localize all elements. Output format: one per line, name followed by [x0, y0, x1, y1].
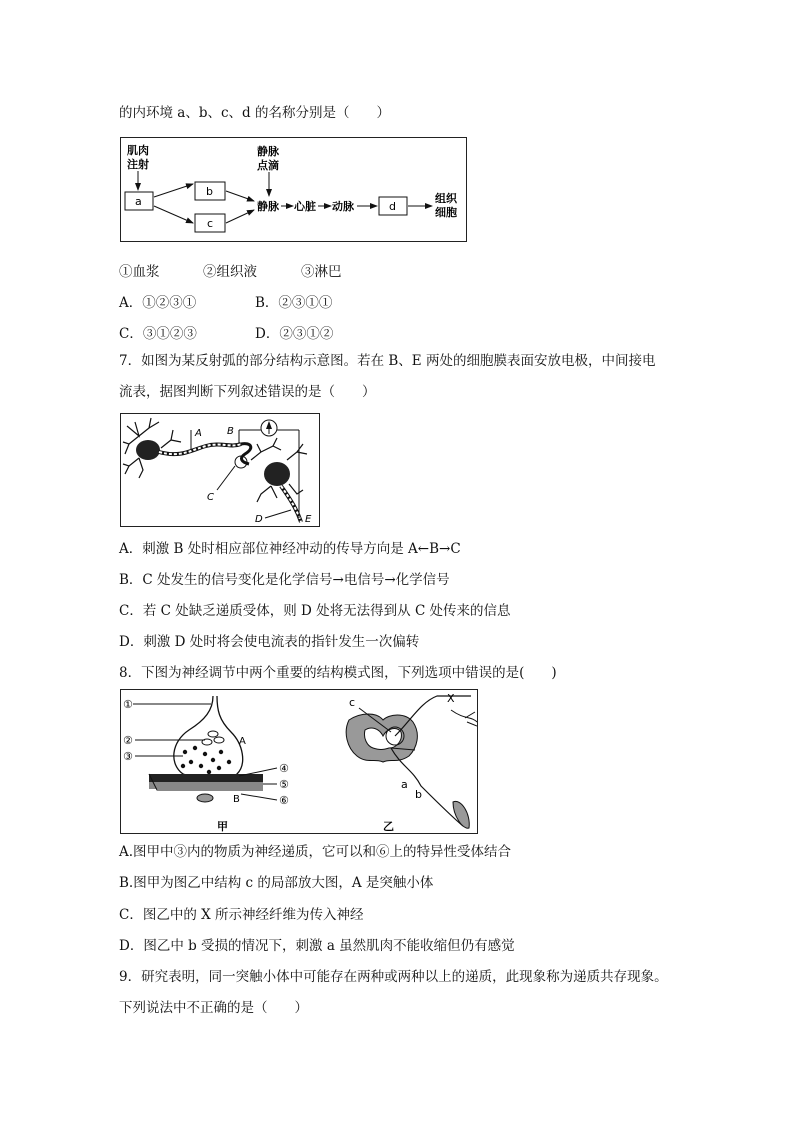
heart-label: 心脏 [294, 200, 316, 213]
label-a: a [401, 778, 408, 791]
vein-label: 静脉 [257, 200, 279, 213]
q7-option-c: C．若 C 处缺乏递质受体，则 D 处将无法得到从 C 处传来的信息 [119, 603, 511, 619]
marker-1: ① [123, 698, 133, 711]
q6-option-a: A．①②③① [119, 295, 197, 311]
q8-option-a: A.图甲中③内的物质为神经递质，它可以和⑥上的特异性受体结合 [119, 844, 512, 860]
q8-option-d: D．图乙中 b 受损的情况下，刺激 a 虽然肌肉不能收缩但仍有感觉 [119, 938, 515, 954]
marker-2: ② [123, 734, 133, 747]
q6-option-c: C．③①②③ [119, 326, 197, 342]
postsynaptic-membrane [149, 774, 263, 782]
marker-6: ⑥ [279, 794, 289, 807]
label-D: D [255, 514, 263, 525]
label-X: X [447, 692, 455, 705]
box-d-label: d [389, 200, 396, 213]
q7-reflex-arc-figure [120, 413, 320, 527]
tissue-cells-label-2: 细胞 [435, 206, 457, 219]
marker-5: ⑤ [279, 778, 289, 791]
q8-synapse-svg [121, 690, 477, 833]
q9-stem-line-1: 9．研究表明，同一突触小体中可能存在两种或两种以上的递质，此现象称为递质共存现象。 [119, 969, 668, 985]
q6-flow-diagram [120, 137, 467, 242]
legend-item: ①血浆 [119, 264, 160, 280]
q8-option-b: B.图甲为图乙中结构 c 的局部放大图，A 是突触小体 [119, 875, 434, 891]
q7-stem-line-2: 流表，据图判断下列叙述错误的是（ ） [119, 384, 376, 400]
figure-jia [123, 696, 289, 833]
q6-stem: 的内环境 a、b、c、d 的名称分别是（ ） [119, 105, 390, 121]
iv-drip-label-1: 静脉 [257, 145, 279, 158]
label-B: B [233, 794, 240, 805]
q6-legend [119, 260, 342, 280]
label-E: E [305, 514, 312, 525]
q8-option-c: C．图乙中的 X 所示神经纤维为传入神经 [119, 907, 364, 923]
left-neuron-body [136, 440, 160, 460]
q8-synapse-figure [120, 689, 478, 834]
label-B: B [227, 426, 234, 437]
tissue-cells-label-1: 组织 [435, 192, 457, 205]
label-b: b [415, 788, 422, 801]
q7-option-b: B．C 处发生的信号变化是化学信号→电信号→化学信号 [119, 572, 450, 588]
marker-4: ④ [279, 762, 289, 775]
legend-item: ②组织液 [203, 264, 257, 280]
q7-option-d: D．刺激 D 处时将会使电流表的指针发生一次偏转 [119, 634, 420, 650]
q9-stem-line-2: 下列说法中不正确的是（ ） [119, 1000, 308, 1016]
muscle-injection-label-2: 注射 [127, 158, 149, 171]
label-A: A [239, 736, 246, 747]
q6-options-row-2 [119, 322, 333, 342]
q6-option-d: D．②③①② [255, 326, 334, 342]
muscle-injection-label-1: 肌肉 [127, 144, 149, 157]
caption-jia: 甲 [217, 820, 228, 833]
q7-reflex-svg [121, 414, 319, 526]
marker-3: ③ [123, 750, 133, 763]
caption-yi: 乙 [383, 820, 394, 833]
q6-flow-svg [121, 138, 466, 241]
q6-option-b: B．②③①① [255, 295, 333, 311]
box-c-label: c [207, 217, 214, 230]
q8-stem: 8．下图为神经调节中两个重要的结构模式图，下列选项中错误的是( ) [119, 665, 557, 681]
label-C: C [207, 492, 214, 503]
artery-label: 动脉 [332, 200, 354, 213]
legend-item: ③淋巴 [301, 264, 342, 280]
figure-yi [346, 692, 477, 833]
label-c: c [349, 696, 356, 709]
box-b-label: b [206, 185, 213, 198]
q7-option-a: A．刺激 B 处时相应部位神经冲动的传导方向是 A←B→C [119, 541, 461, 557]
label-A: A [195, 428, 202, 439]
right-neuron-body [264, 462, 290, 486]
iv-drip-label-2: 点滴 [257, 159, 279, 172]
box-a-label: a [135, 195, 142, 208]
q6-options-row-1 [119, 291, 332, 311]
q7-stem-line-1: 7．如图为某反射弧的部分结构示意图。若在 B、E 两处的细胞膜表面安放电极，中间接电 [119, 353, 656, 369]
